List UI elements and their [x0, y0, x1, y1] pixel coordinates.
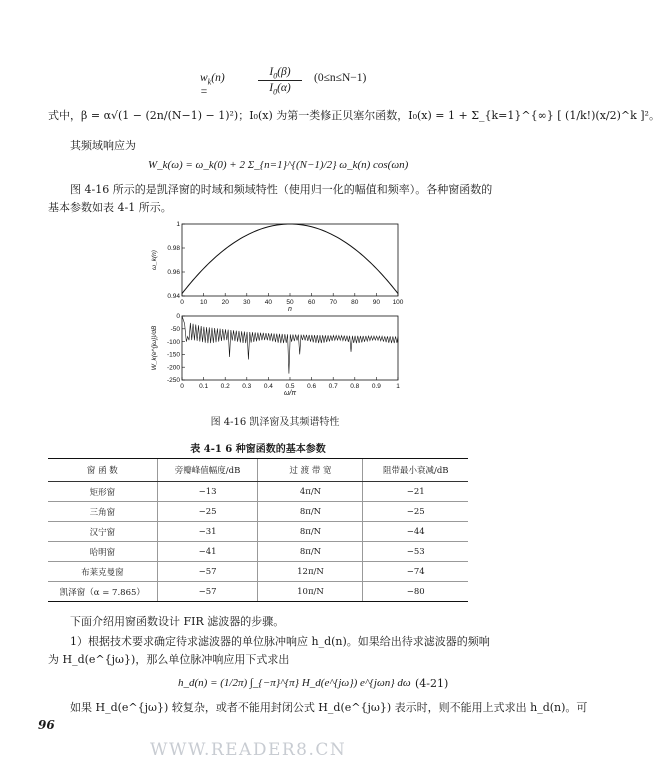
- table-header-cell: 窗 函 数: [48, 459, 157, 482]
- time-domain-plot: [151, 221, 404, 313]
- paragraph-step1b: 为 H_d(e^{jω})，那么单位脉冲响应用下式求出: [48, 653, 290, 666]
- table-header-cell: 过 渡 带 宽: [258, 459, 363, 482]
- x-axis-label: ω/π: [283, 390, 297, 397]
- x-tick-label: 0.6: [307, 383, 317, 390]
- table-cell: 8π/N: [258, 502, 363, 522]
- figure-caption: 图 4-16 凯泽窗及其频谱特性: [210, 417, 340, 428]
- x-tick-label: 0.4: [263, 383, 273, 390]
- paragraph-step1a: 1）根据技术要求确定待求滤波器的单位脉冲响应 h_d(n)。如果给出待求滤波器的频响: [70, 635, 490, 648]
- y-tick-label: -150: [166, 351, 180, 359]
- page-number: 96: [38, 718, 55, 732]
- table-title: 表 4-1 6 种窗函数的基本参数: [190, 444, 326, 455]
- table-cell: −25: [157, 502, 258, 522]
- table-header-cell: 阻带最小衰减/dB: [363, 459, 468, 482]
- table-cell: −74: [363, 562, 468, 582]
- x-tick-label: 30: [243, 299, 251, 306]
- table-cell: −41: [157, 542, 258, 562]
- table-header-cell: 旁瓣峰值幅度/dB: [157, 459, 258, 482]
- equation-number: (4-21): [415, 677, 449, 690]
- x-tick-label: 0.3: [242, 383, 252, 390]
- x-tick-label: 60: [307, 299, 316, 306]
- table-cell: −13: [157, 482, 258, 502]
- plot-frame: [182, 224, 398, 296]
- x-tick-label: 0.7: [328, 383, 338, 390]
- paragraph-last: 如果 H_d(e^{jω}) 较复杂，或者不能用封闭公式 H_d(e^{jω}) 表示时，则不能用上式求出 h_d(n)。可: [70, 701, 588, 714]
- y-tick-label: 0: [176, 313, 180, 321]
- table-cell: 汉宁窗: [48, 522, 157, 542]
- watermark: WWW.READER8.CN: [150, 740, 347, 760]
- table-cell: 三角窗: [48, 502, 157, 522]
- y-tick-label: -250: [166, 377, 180, 385]
- y-tick-label: 1: [176, 221, 180, 229]
- kaiser-window-curve: [182, 224, 398, 294]
- x-tick-label: 0.9: [371, 383, 381, 390]
- frequency-domain-plot: [151, 313, 400, 397]
- paragraph-frequency-response: 其频域响应为: [70, 139, 136, 152]
- formula-Wk: W_k(ω) = ω_k(0) + 2 Σ_{n=1}^{(N−1)/2} ω_k(n) cos(ωn): [148, 159, 409, 171]
- table-row: [48, 502, 468, 522]
- table-row: [48, 562, 468, 582]
- x-tick-label: 80: [351, 299, 359, 306]
- paragraph-steps: 下面介绍用窗函数设计 FIR 滤波器的步骤。: [70, 615, 285, 628]
- table-cell: 哈明窗: [48, 542, 157, 562]
- paragraph-figure-intro: 图 4-16 所示的是凯泽窗的时域和频域特性（使用归一化的幅值和频率）。各种窗函数的: [70, 183, 493, 196]
- x-tick-label: 0.2: [220, 383, 230, 390]
- y-tick-label: -200: [166, 364, 180, 372]
- window-params-table: [48, 458, 468, 602]
- table-row: [48, 522, 468, 542]
- formula-hd: h_d(n) = (1/2π) ∫_{−π}^{π} H_d(e^{jω}) e^{jωn} dω: [178, 677, 411, 689]
- y-tick-label: -50: [170, 326, 180, 333]
- x-tick-label: 100: [392, 299, 404, 306]
- x-tick-label: 0: [180, 383, 184, 390]
- table-cell: 10π/N: [258, 582, 363, 602]
- table-cell: −57: [157, 562, 258, 582]
- x-tick-label: 70: [329, 299, 337, 306]
- table-row: [48, 582, 468, 602]
- table-header-row: [48, 459, 468, 482]
- table-cell: 8π/N: [258, 522, 363, 542]
- table-row: [48, 482, 468, 502]
- table-cell: 8π/N: [258, 542, 363, 562]
- y-tick-label: 0.98: [167, 245, 180, 253]
- table-row: [48, 542, 468, 562]
- table-cell: −57: [157, 582, 258, 602]
- table-cell: −21: [363, 482, 468, 502]
- x-axis-label: n: [288, 306, 292, 313]
- x-tick-label: 0.8: [350, 383, 360, 390]
- table-cell: 12π/N: [258, 562, 363, 582]
- x-tick-label: 50: [286, 299, 294, 306]
- table-cell: −53: [363, 542, 468, 562]
- x-tick-label: 0.1: [199, 383, 209, 390]
- paragraph-figure-intro-2: 基本参数如表 4-1 所示。: [48, 201, 172, 214]
- beta-definition-line: 式中，β = α√(1 − (2n/(N−1) − 1)²)；I₀(x) 为第一类修正贝塞尔函数，I₀(x) = 1 + Σ_{k=1}^{∞} [ (1/k!)(x/2)^k ]²。: [48, 109, 660, 122]
- x-tick-label: 0.5: [285, 383, 295, 390]
- table-cell: −31: [157, 522, 258, 542]
- table-cell: 矩形窗: [48, 482, 157, 502]
- x-tick-label: 90: [372, 299, 381, 306]
- y-tick-label: 0.94: [167, 293, 180, 301]
- x-tick-label: 10: [199, 299, 208, 306]
- table-cell: −80: [363, 582, 468, 602]
- y-tick-label: 0.96: [167, 269, 180, 277]
- x-tick-label: 40: [264, 299, 273, 306]
- y-axis-label: W_k(e^{jω})/dB: [151, 325, 158, 371]
- table-cell: 凯泽窗（α = 7.865）: [48, 582, 157, 602]
- table-cell: 4π/N: [258, 482, 363, 502]
- table-cell: 布莱克曼窗: [48, 562, 157, 582]
- table-cell: −44: [363, 522, 468, 542]
- y-tick-label: -100: [166, 338, 180, 346]
- y-axis-label: ω_k(n): [151, 250, 158, 270]
- kaiser-window-figure: [140, 218, 410, 398]
- x-tick-label: 20: [221, 299, 229, 306]
- table-cell: −25: [363, 502, 468, 522]
- x-tick-label: 0: [180, 299, 184, 306]
- x-tick-label: 1: [396, 383, 400, 390]
- kaiser-spectrum-curve: [182, 316, 398, 374]
